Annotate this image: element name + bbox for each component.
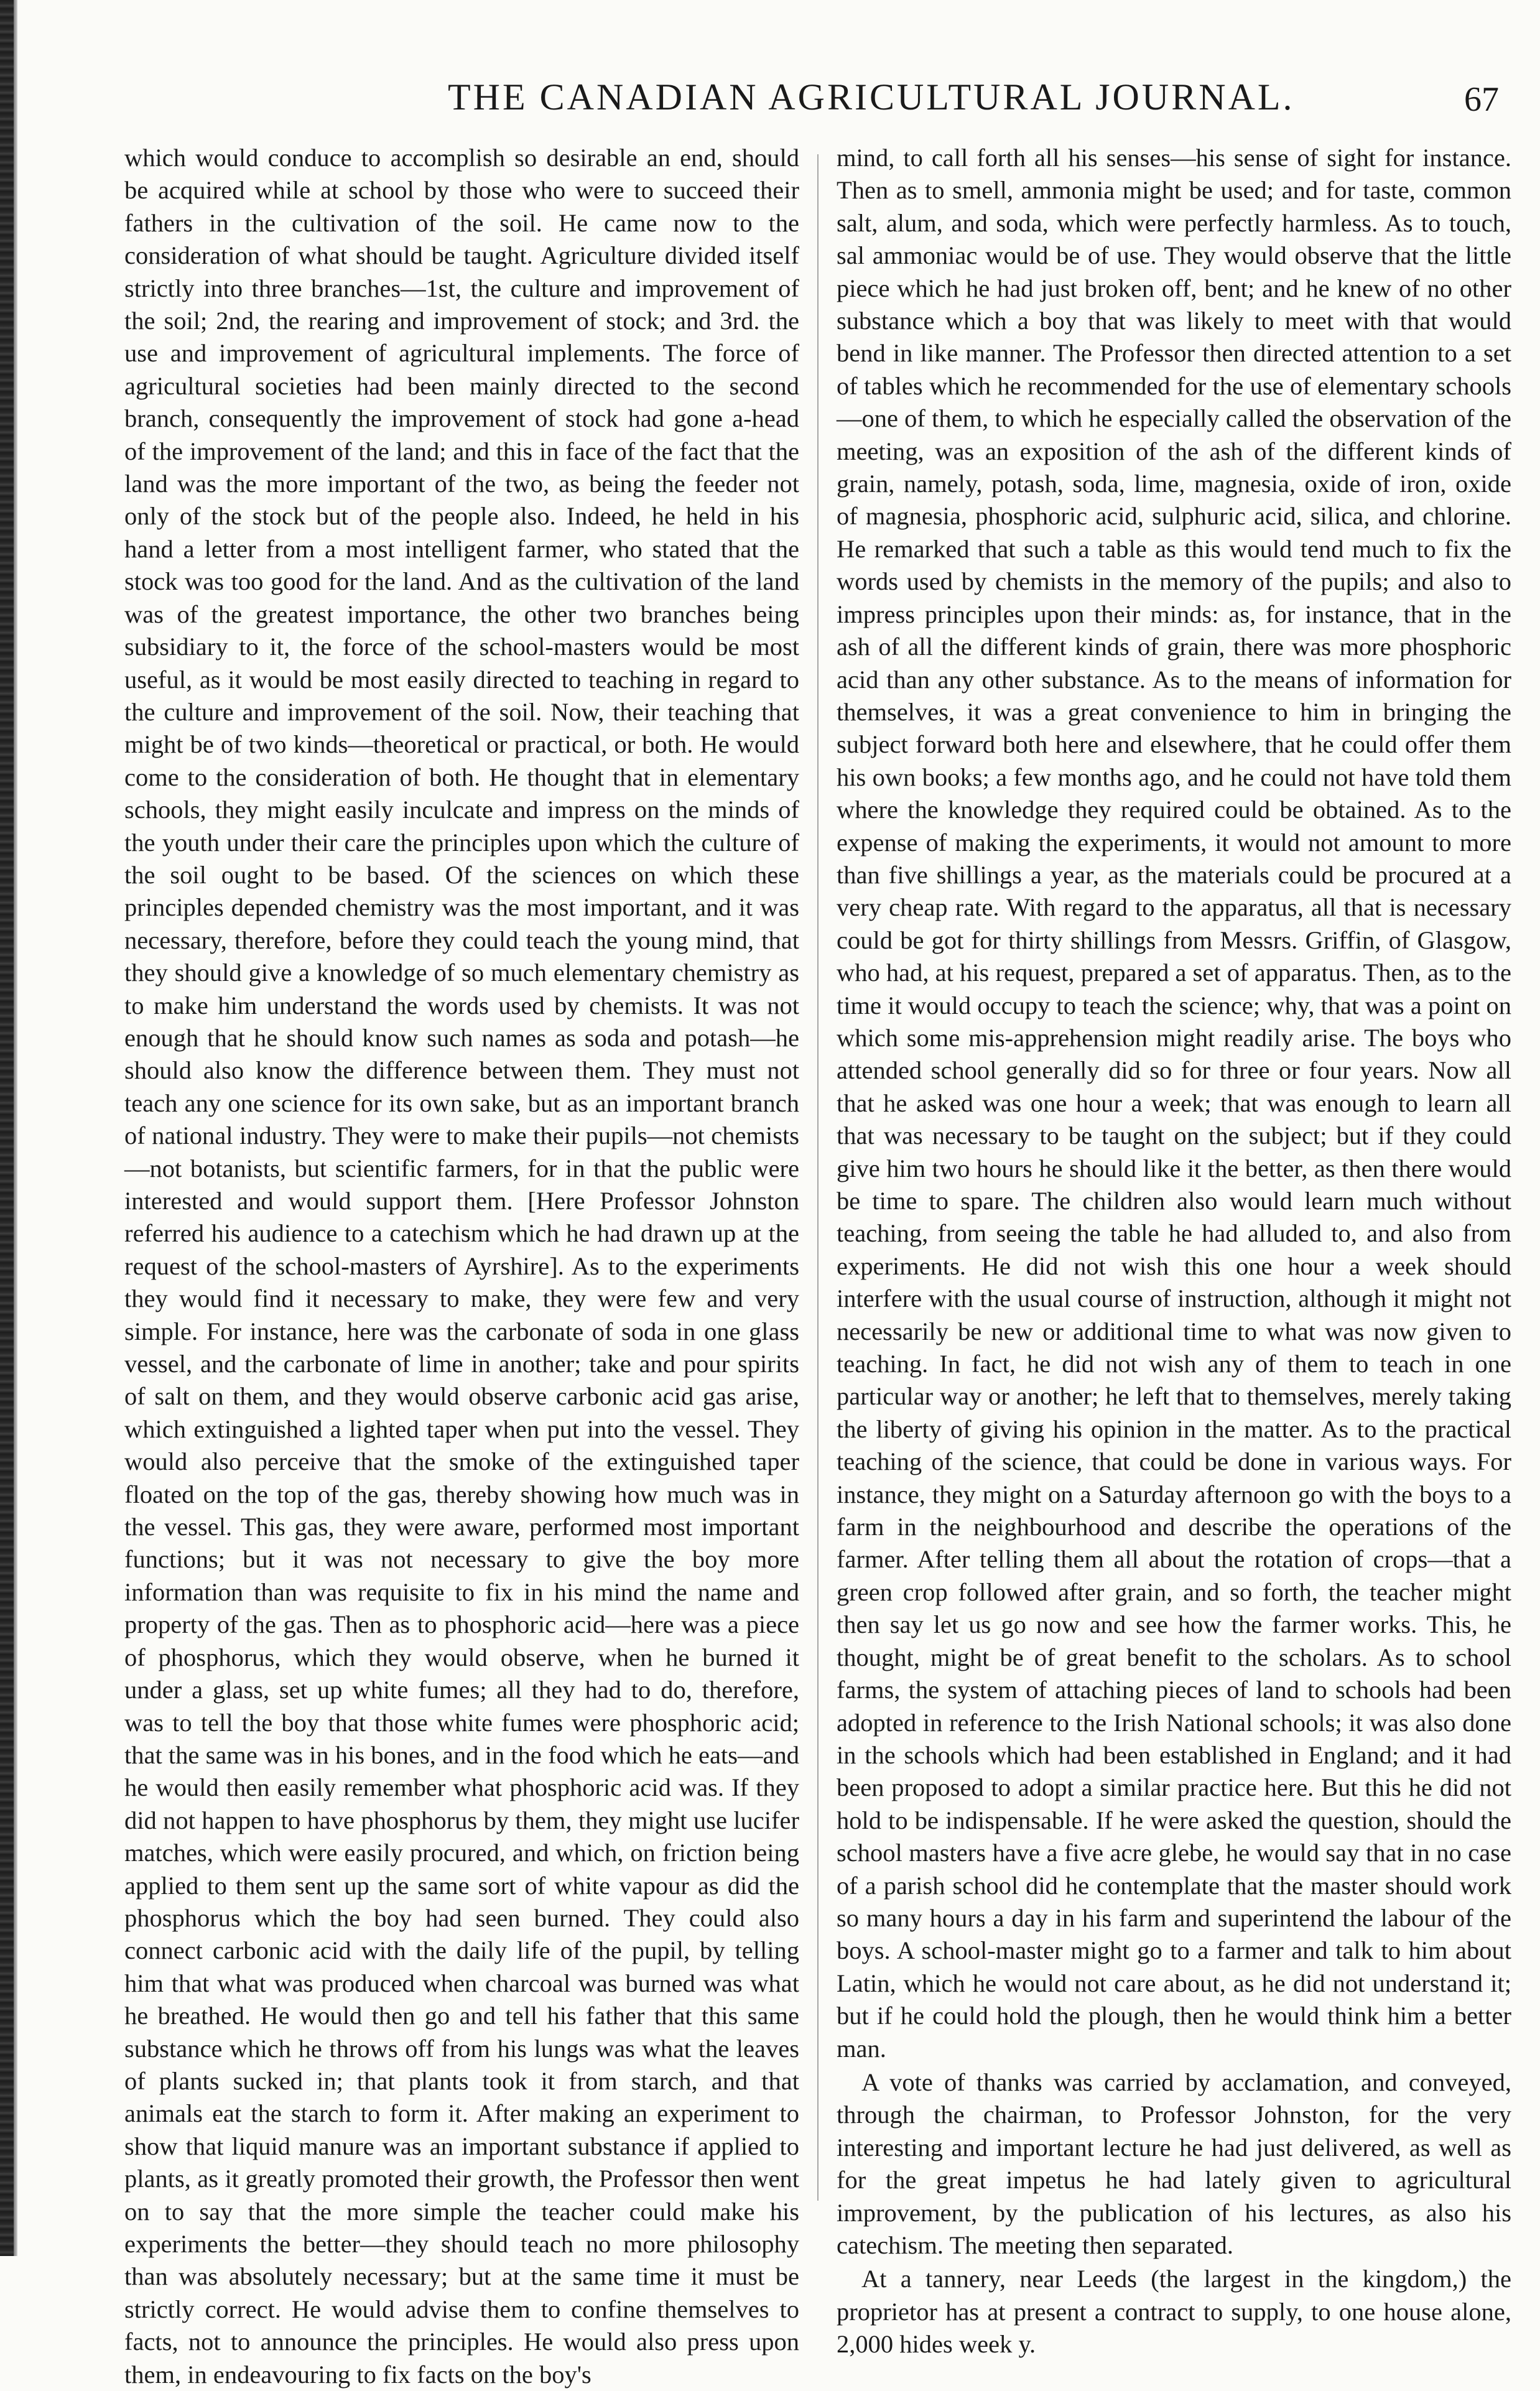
paragraph: which would conduce to accomplish so desirable an end, should be acquired while at school by those who were to succeed their fathers in the cultivation of the soil. He came now to the consideration of what should be taught. Agriculture divided itself strictly into three branches—1st, the culture and improvement of the soil; 2nd, the rearing and improvement of stock; and 3rd. the use and improvement of agricultural implements. The force of agricultural societies had been mainly directed to the second branch, consequently the improvement of stock had gone a-head of the improvement of the land; and this in face of the fact that the land was the more important of the two, as being the feeder not only of the stock but of the people also. Indeed, he held in his hand a letter from a most intelligent farmer, who stated that the stock was too good for the land. And as the cultivation of the land was of the greatest importance, the other two branches being subsidiary to it, the force of the school-masters would be most useful, as it would be most easily directed to teaching in regard to the culture and improvement of the soil. Now, their teaching that might be of two kinds—theoretical or practical, or both. He would come to the consideration of both. He thought that in elementary schools, they might easily inculcate and impress on the minds of the youth under their care the principles upon which the culture of the soil ought to be based. Of the sciences on which these principles depended chemistry was the most important, and it was necessary, therefore, before they could teach the young mind, that they should give a knowledge of so much elementary chemistry as to make him understand the words used by chemists. It was not enough that he should know such names as soda and potash—he should also know the difference between them. They must not teach any one science for its own sake, but as an important branch of national industry. They were to make their pupils—not chemists—not botanists, but scientific farmers, for in that the public were interested and would support them. [Here Professor Johnston referred his audience to a catechism which he had drawn up at the request of the school-masters of Ayrshire]. As to the experiments they would find it necessary to make, they were few and very simple. For instance, here was the carbonate of soda in one glass vessel, and the carbonate of lime in another; take and pour spirits of salt on them, and they would observe carbonic acid gas arise, which extinguished a lighted taper when put into the vessel. They would also perceive that the smoke of the extinguished taper floated on the top of the gas, thereby showing how much was in the vessel. This gas, they were aware, performed most important functions; but it was not necessary to give the boy more information than was requisite to fix in his mind the name and property of the gas. Then as to phosphoric acid—here was a piece of phosphorus, which they would observe, when he burned it under a glass, set up white fumes; all they had to do, therefore, was to tell the boy that those white fumes were phosphoric acid; that the same was in his bones, and in the food which he eats—and he would then easily remember what phosphoric acid was. If they did not happen to have phosphorus by them, they might use lucifer matches, which were easily procured, and which, on friction being applied to them sent up the same sort of white vapour as did the phosphorus which the boy had seen burned. They could also connect carbonic acid with the daily life of the pupil, by telling him that what was produced when charcoal was burned was what he breathed. He would then go and tell his father that this same substance which he throws off from his lungs was what the leaves of plants sucked in; that plants took it from starch, and that animals eat the starch to form it. After making an experiment to show that liquid manure was an important substance if applied to plants, as it greatly promoted their growth, the Professor then went on to say that the more simple the teacher could make his experiments the better—they should teach no more philosophy than was absolutely necessary; but at the same time it must be strictly correct. He would advise them to confine themselves to facts, not to announce the principles. He would also press upon them, in endeavouring to fix facts on the boy's xyxy=(124,144,799,2389)
paragraph: A vote of thanks was carried by acclamation, and conveyed, through the chairman, to Professor Johnston, for the very interesting and important lecture he had just delivered, as well as for the great impetus he had lately given to agricultural improvement, by the publication of his lectures, as also his catechism. The meeting then separated. xyxy=(837,2068,1511,2259)
article-body xyxy=(124,142,1511,2389)
page-binding-shadow xyxy=(14,0,17,2256)
right-column xyxy=(837,142,1511,2359)
column-divider xyxy=(817,154,819,2201)
page-binding-edge xyxy=(0,0,14,2256)
page-number: 67 xyxy=(1464,80,1499,119)
running-head xyxy=(124,68,1499,118)
paragraph: At a tannery, near Leeds (the largest in the kingdom,) the proprietor has at present a contract to supply, to one house alone, 2,000 hides week y. xyxy=(837,2265,1511,2359)
journal-title: THE CANADIAN AGRICULTURAL JOURNAL. xyxy=(448,77,1295,118)
left-column xyxy=(124,142,799,2389)
paragraph: mind, to call forth all his senses—his sense of sight for instance. Then as to smell, ammonia might be used; and for taste, common salt, alum, and soda, which were perfectly harmless. As to touch, sal ammoniac would be of use. They would observe that the little piece which he had just broken off, bent; and he knew of no other substance which a boy that was likely to meet with that would bend in like manner. The Professor then directed attention to a set of tables which he recommended for the use of elementary schools—one of them, to which he especially called the observation of the meeting, was an exposition of the ash of the different kinds of grain, namely, potash, soda, lime, magnesia, oxide of iron, oxide of magnesia, phosphoric acid, sulphuric acid, silica, and chlorine. He remarked that such a table as this would tend much to fix the words used by chemists in the memory of the pupils; and also to impress principles upon their minds: as, for instance, that in the ash of all the different kinds of grain, there was more phosphoric acid than any other substance. As to the means of information for themselves, it was a great convenience to him in bringing the subject forward both here and elsewhere, that he could offer them his own books; a few months ago, and he could not have told them where the knowledge they required could be obtained. As to the expense of making the experiments, it would not amount to more than five shillings a year, as the materials could be procured at a very cheap rate. With regard to the apparatus, all that is necessary could be got for thirty shillings from Messrs. Griffin, of Glasgow, who had, at his request, prepared a set of apparatus. Then, as to the time it would occupy to teach the science; why, that was a point on which some mis-apprehension might readily arise. The boys who attended school generally did so for three or four years. Now all that he asked was one hour a week; that was enough to learn all that was necessary to be taught on the subject; but if they could give him two hours he should like it the better, as then there would be time to spare. The children also would learn much without teaching, from seeing the table he had alluded to, and also from experiments. He did not wish this one hour a week should interfere with the usual course of instruction, although it might not necessarily be new or additional time to what was now given to teaching. In fact, he did not wish any of them to teach in one particular way or another; he left that to themselves, merely taking the liberty of giving his opinion in the matter. As to the practical teaching of the science, that could be done in various ways. For instance, they might on a Saturday afternoon go with the boys to a farm in the neighbourhood and describe the operations of the farmer. After telling them all about the rotation of crops—that a green crop followed after grain, and so forth, the teacher might then say let us go now and see how the farmer works. This, he thought, might be of great benefit to the scholars. As to school farms, the system of attaching pieces of land to schools had been adopted in reference to the Irish National schools; it was also done in the schools which had been established in England; and it had been proposed to adopt a similar practice here. But this he did not hold to be indispensable. If he were asked the question, should the school masters have a five acre glebe, he would say that in no case of a parish school did he contemplate that the master should work so many hours a day in his farm and superintend the labour of the boys. A school-master might go to a farmer and talk to him about Latin, which he would not care about, as he did not understand it; but if he could hold the plough, then he would think him a better man. xyxy=(837,144,1511,2063)
